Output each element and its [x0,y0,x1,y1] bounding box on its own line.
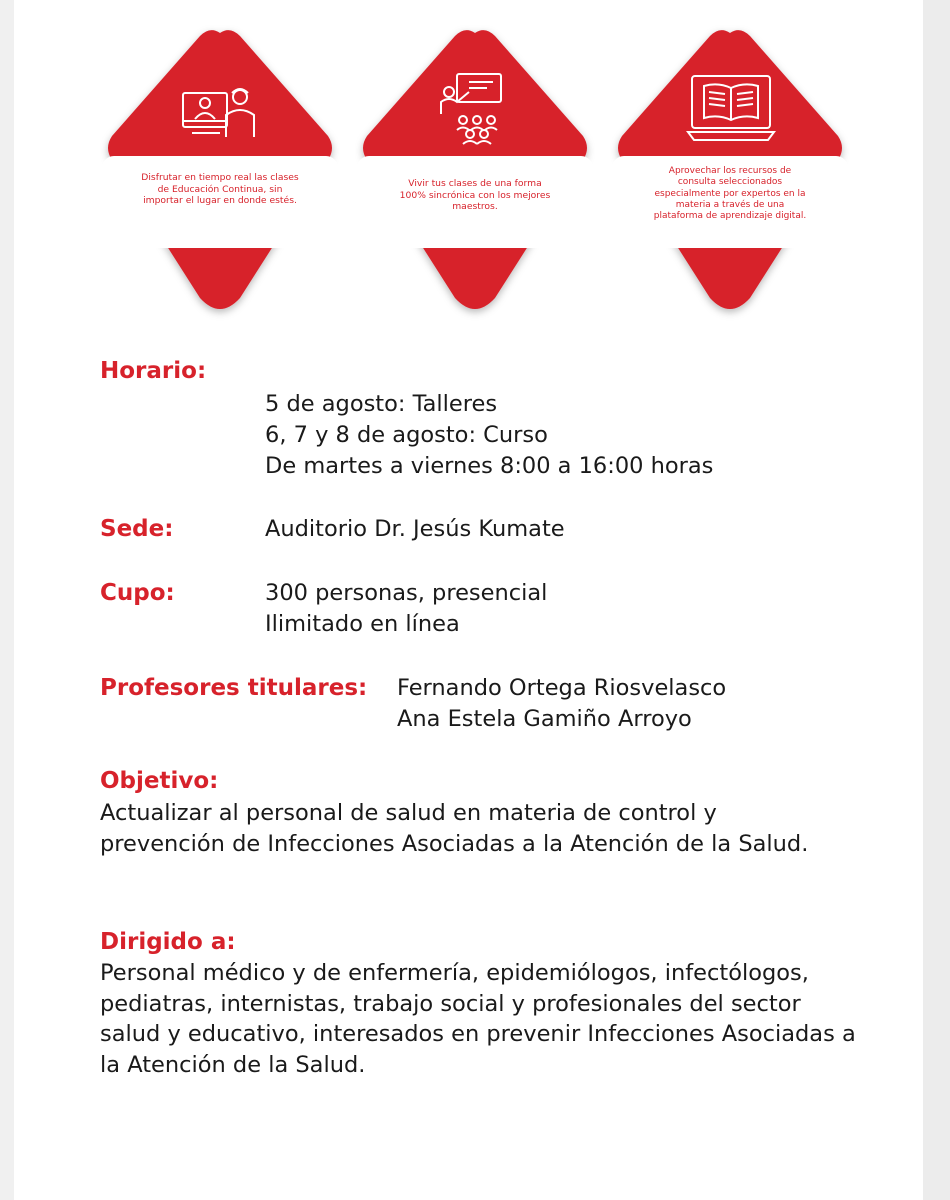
objetivo-label: Objetivo: [100,768,219,794]
dirigido-text: Personal médico y de enfermería, epidemiólogos, infectólogos, pediatras, internistas, trabajo social y profesionales del sector salud y educativo, interesados en prevenir Infecciones Asociadas a la Atención de la Salud. [100,960,856,1078]
horario-line: De martes a viernes 8:00 a 16:00 horas [265,453,714,479]
horario-label: Horario: [100,358,207,384]
card-description: Aprovechar los recursos de consulta seleccionados especialmente por expertos en la materia a través de una plataforma de aprendizaje digital. [653,166,807,222]
card-description: Vivir tus clases de una forma 100% sincrónica con los mejores maestros. [399,178,551,212]
sede-label: Sede: [100,516,174,542]
profesores-label: Profesores titulares: [100,675,368,701]
feature-card-sincronica [355,8,595,328]
objetivo-text: Actualizar al personal de salud en materia de control y prevención de Infecciones Asociadas a la Atención de la Salud. [100,800,809,857]
cupo-line: Ilimitado en línea [265,611,460,637]
cupo-line: 300 personas, presencial [265,580,548,606]
horario-line: 5 de agosto: Talleres [265,391,498,417]
page-right-margin [923,0,950,1200]
profesor-name: Ana Estela Gamiño Arroyo [397,706,692,732]
cupo-label: Cupo: [100,580,175,606]
feature-card-realtime [100,8,340,328]
sede-value: Auditorio Dr. Jesús Kumate [265,516,565,542]
page-left-margin [0,0,14,1200]
card-description: Disfrutar en tiempo real las clases de Educación Continua, sin importar el lugar en donde estés. [141,172,299,206]
feature-card-recursos [610,8,850,328]
horario-line: 6, 7 y 8 de agosto: Curso [265,422,548,448]
dirigido-label: Dirigido a: [100,929,236,955]
profesor-name: Fernando Ortega Riosvelasco [397,675,727,701]
